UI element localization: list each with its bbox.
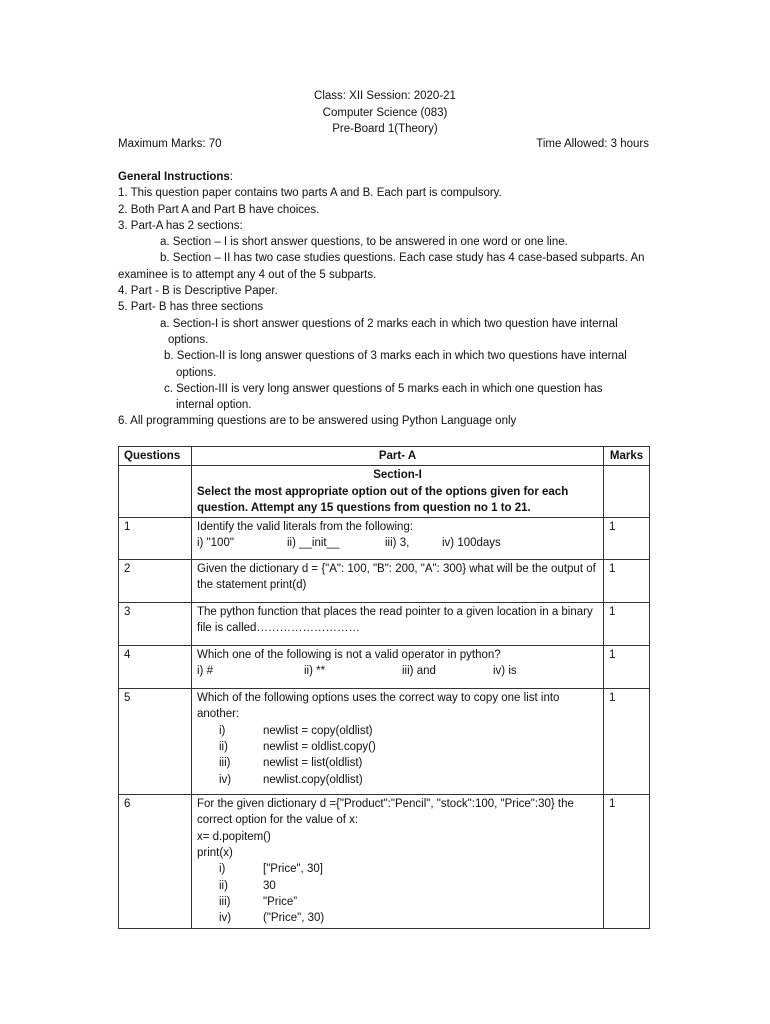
instruction-3: 3. Part-A has 2 sections: [118, 219, 243, 232]
option-number: iii) [219, 895, 231, 908]
instruction-3a: a. Section – I is short answer questions, to be answered in one word or one line. [160, 236, 568, 249]
question-marks: 1 [604, 560, 650, 603]
question-text [192, 646, 604, 689]
question-number: 4 [119, 646, 192, 689]
instruction-4: 4. Part - B is Descriptive Paper. [118, 285, 278, 298]
question-text [192, 518, 604, 560]
table-row [119, 646, 650, 689]
maximum-marks: Maximum Marks: 70 [118, 138, 222, 150]
q4-option-1: i) # [197, 665, 213, 678]
q1-options [197, 535, 598, 551]
exam-header [0, 88, 770, 138]
subject-title: Computer Science (083) [322, 106, 448, 119]
q1-option-1: i) "100" [197, 537, 234, 550]
list-item [219, 755, 598, 771]
section-cell [192, 466, 604, 518]
option-text: 30 [263, 879, 276, 892]
instruction-5a-line1: a. Section-I is short answer questions of 2 marks each in which two question have internal [160, 317, 618, 330]
question-marks: 1 [604, 795, 650, 928]
list-item [219, 910, 598, 926]
instructions-colon: : [229, 171, 234, 183]
q1-option-3: iii) 3, [385, 537, 410, 550]
question-text: Given the dictionary d = {"A": 100, "B": 200, "A": 300} what will be the output of the statement print(d) [192, 560, 604, 603]
section-title: Section-I [373, 469, 422, 482]
part-column-header: Part- A [192, 447, 604, 466]
instruction-3b-line2: examinee is to attempt any 4 out of the 5 subparts. [118, 268, 377, 281]
question-number: 6 [119, 795, 192, 928]
question-marks: 1 [604, 518, 650, 560]
list-item [219, 772, 598, 788]
option-text: ("Price", 30) [263, 912, 325, 925]
question-marks: 1 [604, 689, 650, 795]
q4-option-3: iii) and [402, 665, 436, 678]
option-text: ["Price", 30] [263, 863, 323, 876]
instruction-3b-line1: b. Section – II has two case studies questions. Each case study has 4 case-based subparts. An [160, 252, 645, 265]
instruction-6: 6. All programming questions are to be answered using Python Language only [118, 415, 517, 428]
q4-option-4: iv) is [493, 665, 517, 678]
option-text: newlist.copy(oldlist) [263, 773, 363, 786]
list-item [219, 894, 598, 910]
list-item [219, 878, 598, 894]
instruction-5b-line1: b. Section-II is long answer questions of 3 marks each in which two questions have internal [164, 350, 627, 363]
section-num-cell [119, 466, 192, 518]
table-row [119, 795, 650, 928]
instruction-2: 2. Both Part A and Part B have choices. [118, 203, 320, 216]
q6-stem: For the given dictionary d ={"Product":"Pencil", "stock":100, "Price":30} the correct option for the value of x: [197, 798, 574, 827]
option-text: newlist = list(oldlist) [263, 757, 363, 770]
question-marks: 1 [604, 646, 650, 689]
option-number: iv) [219, 912, 232, 925]
question-text [192, 795, 604, 928]
table-row [119, 560, 650, 603]
question-number: 5 [119, 689, 192, 795]
option-text: newlist = oldlist.copy() [263, 741, 376, 754]
q6-options [219, 861, 598, 926]
q4-option-2: ii) ** [304, 665, 326, 678]
list-item [219, 723, 598, 739]
exam-name: Pre-Board 1(Theory) [332, 123, 438, 135]
meta-row [118, 138, 649, 150]
q6-code-line-1: x= d.popitem() [197, 830, 271, 843]
q5-stem: Which of the following options uses the correct way to copy one list into another: [197, 692, 560, 721]
table-row [119, 689, 650, 795]
general-instructions [118, 169, 658, 430]
option-number: ii) [219, 879, 228, 892]
q5-options [219, 723, 598, 788]
question-text: The python function that places the read pointer to a given location in a binary file is called……………………… [192, 603, 604, 646]
option-number: iv) [219, 773, 232, 786]
class-session: Class: XII Session: 2020-21 [314, 90, 456, 102]
list-item [219, 739, 598, 755]
questions-table [118, 446, 650, 929]
q1-option-4: iv) 100days [442, 537, 501, 550]
q4-stem: Which one of the following is not a valid operator in python? [197, 649, 501, 662]
question-text [192, 689, 604, 795]
option-number: i) [219, 863, 226, 876]
instruction-5a-line2: options. [168, 333, 209, 346]
q4-options [197, 663, 598, 679]
instruction-5c-line2: internal option. [176, 399, 252, 412]
time-allowed: Time Allowed: 3 hours [536, 138, 649, 150]
section-instructions: Select the most appropriate option out of the options given for each question. Attempt any 15 questions from question no 1 to 21. [197, 485, 569, 514]
table-row [119, 603, 650, 646]
question-marks: 1 [604, 603, 650, 646]
q1-stem: Identify the valid literals from the following: [197, 521, 414, 534]
questions-column-header: Questions [119, 447, 192, 466]
list-item [219, 861, 598, 877]
table-header-row [119, 447, 650, 466]
option-text: "Price” [263, 895, 298, 908]
instructions-title: General Instructions [118, 171, 230, 183]
section-marks-cell [604, 466, 650, 518]
option-number: ii) [219, 741, 228, 754]
question-number: 1 [119, 518, 192, 560]
option-number: i) [219, 724, 226, 737]
section-row [119, 466, 650, 518]
q6-code-line-2: print(x) [197, 847, 233, 860]
instruction-5: 5. Part- B has three sections [118, 301, 264, 314]
question-number: 2 [119, 560, 192, 603]
marks-column-header: Marks [604, 447, 650, 466]
instruction-1: 1. This question paper contains two parts A and B. Each part is compulsory. [118, 187, 502, 200]
instruction-5b-line2: options. [176, 366, 217, 379]
question-number: 3 [119, 603, 192, 646]
table-row [119, 518, 650, 560]
q1-option-2: ii) __init__ [287, 537, 340, 550]
option-text: newlist = copy(oldlist) [263, 724, 373, 737]
instruction-5c-line1: c. Section-III is very long answer questions of 5 marks each in which one question has [164, 382, 603, 395]
option-number: iii) [219, 757, 231, 770]
